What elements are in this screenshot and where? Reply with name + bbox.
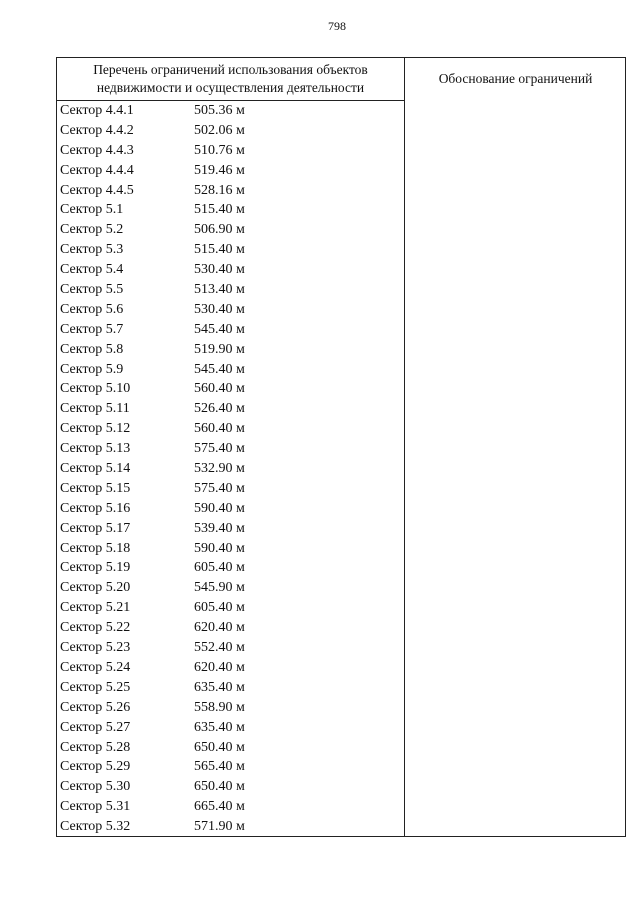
sector-value: 620.40 м <box>194 620 245 636</box>
sector-label: Сектор 5.9 <box>60 361 124 377</box>
sector-value: 605.40 м <box>194 600 245 616</box>
table-row <box>57 797 404 817</box>
sector-value: 530.40 м <box>194 262 245 278</box>
sector-label: Сектор 5.21 <box>60 600 131 616</box>
table-row <box>57 419 404 439</box>
table-row <box>57 459 404 479</box>
sector-value: 635.40 м <box>194 719 245 735</box>
table-row <box>57 439 404 459</box>
sector-label: Сектор 4.4.4 <box>60 162 134 178</box>
table-row <box>57 519 404 539</box>
sector-label: Сектор 5.5 <box>60 282 124 298</box>
sector-value: 635.40 м <box>194 679 245 695</box>
sector-label: Сектор 5.31 <box>60 799 131 815</box>
sector-label: Сектор 5.11 <box>60 401 130 417</box>
sector-label: Сектор 5.8 <box>60 341 124 357</box>
sector-value: 605.40 м <box>194 560 245 576</box>
table-row <box>57 340 404 360</box>
table-row <box>57 817 404 837</box>
table-row <box>57 539 404 559</box>
header-justification: Обоснование ограничений <box>438 71 593 86</box>
sector-value: 510.76 м <box>194 142 245 158</box>
sector-value: 532.90 м <box>194 461 245 477</box>
table-row <box>57 578 404 598</box>
table-row <box>57 658 404 678</box>
table-row <box>57 379 404 399</box>
sector-value: 665.40 м <box>194 799 245 815</box>
table-row <box>57 121 404 141</box>
sector-label: Сектор 5.6 <box>60 301 124 317</box>
sector-value: 590.40 м <box>194 540 245 556</box>
sector-value: 526.40 м <box>194 401 245 417</box>
sector-label: Сектор 5.2 <box>60 222 124 238</box>
table-row <box>57 638 404 658</box>
sector-value: 575.40 м <box>194 441 245 457</box>
table-row <box>57 161 404 181</box>
table-row <box>57 101 404 121</box>
table-row <box>57 757 404 777</box>
sector-label: Сектор 5.26 <box>60 699 131 715</box>
sector-label: Сектор 5.20 <box>60 580 131 596</box>
sector-label: Сектор 5.24 <box>60 659 131 675</box>
sector-value: 558.90 м <box>194 699 245 715</box>
sector-value: 502.06 м <box>194 122 245 138</box>
sector-label: Сектор 5.22 <box>60 620 131 636</box>
table-row <box>57 598 404 618</box>
sector-value: 519.46 м <box>194 162 245 178</box>
sector-value: 575.40 м <box>194 480 245 496</box>
sector-label: Сектор 4.4.3 <box>60 142 134 158</box>
sector-label: Сектор 4.4.2 <box>60 122 134 138</box>
sector-value: 506.90 м <box>194 222 245 238</box>
sector-value: 560.40 м <box>194 381 245 397</box>
sector-value: 519.90 м <box>194 341 245 357</box>
sector-value: 545.40 м <box>194 361 245 377</box>
table-row <box>57 698 404 718</box>
table-row <box>57 479 404 499</box>
sector-label: Сектор 4.4.1 <box>60 103 134 118</box>
table-row <box>57 280 404 300</box>
sector-value: 515.40 м <box>194 242 245 258</box>
table-row <box>57 260 404 280</box>
table-row <box>57 399 404 419</box>
sector-value: 545.90 м <box>194 580 245 596</box>
column-divider <box>404 58 405 836</box>
sector-label: Сектор 5.15 <box>60 480 131 496</box>
sector-label: Сектор 5.25 <box>60 679 131 695</box>
table-row <box>57 181 404 201</box>
sector-value: 545.40 м <box>194 321 245 337</box>
table-row <box>57 320 404 340</box>
sector-value: 565.40 м <box>194 759 245 775</box>
sector-value: 505.36 м <box>194 103 245 118</box>
table-row <box>57 240 404 260</box>
table-row <box>57 499 404 519</box>
sector-value: 528.16 м <box>194 182 245 198</box>
sector-label: Сектор 4.4.5 <box>60 182 134 198</box>
table-row <box>57 200 404 220</box>
sector-label: Сектор 5.32 <box>60 819 131 835</box>
table-row <box>57 300 404 320</box>
sector-label: Сектор 5.23 <box>60 640 131 656</box>
sector-value: 590.40 м <box>194 500 245 516</box>
sector-label: Сектор 5.27 <box>60 719 131 735</box>
sector-label: Сектор 5.17 <box>60 520 131 536</box>
sector-value: 552.40 м <box>194 640 245 656</box>
table-row <box>57 618 404 638</box>
sector-label: Сектор 5.18 <box>60 540 131 556</box>
sector-value: 530.40 м <box>194 301 245 317</box>
table-row <box>57 678 404 698</box>
table-row <box>57 738 404 758</box>
sector-label: Сектор 5.29 <box>60 759 131 775</box>
sector-value: 650.40 м <box>194 779 245 795</box>
sector-label: Сектор 5.19 <box>60 560 131 576</box>
restrictions-table <box>56 57 626 837</box>
header-restrictions-list: Перечень ограничений использования объектов недвижимости и осуществления деятельности <box>93 62 368 95</box>
sector-label: Сектор 5.16 <box>60 500 131 516</box>
sector-label: Сектор 5.30 <box>60 779 131 795</box>
table-row <box>57 718 404 738</box>
sector-label: Сектор 5.1 <box>60 202 124 218</box>
sector-value: 539.40 м <box>194 520 245 536</box>
sector-value: 513.40 м <box>194 282 245 298</box>
table-body <box>57 101 404 837</box>
table-row <box>57 220 404 240</box>
sector-label: Сектор 5.10 <box>60 381 131 397</box>
sector-label: Сектор 5.14 <box>60 461 131 477</box>
table-row <box>57 141 404 161</box>
sector-value: 650.40 м <box>194 739 245 755</box>
sector-label: Сектор 5.4 <box>60 262 124 278</box>
sector-label: Сектор 5.3 <box>60 242 124 258</box>
table-row <box>57 777 404 797</box>
table-row <box>57 360 404 380</box>
sector-value: 571.90 м <box>194 819 245 835</box>
sector-value: 515.40 м <box>194 202 245 218</box>
sector-label: Сектор 5.28 <box>60 739 131 755</box>
sector-label: Сектор 5.13 <box>60 441 131 457</box>
sector-value: 560.40 м <box>194 421 245 437</box>
table-row <box>57 558 404 578</box>
sector-label: Сектор 5.7 <box>60 321 124 337</box>
sector-value: 620.40 м <box>194 659 245 675</box>
page-number: 798 <box>328 19 346 33</box>
sector-label: Сектор 5.12 <box>60 421 131 437</box>
